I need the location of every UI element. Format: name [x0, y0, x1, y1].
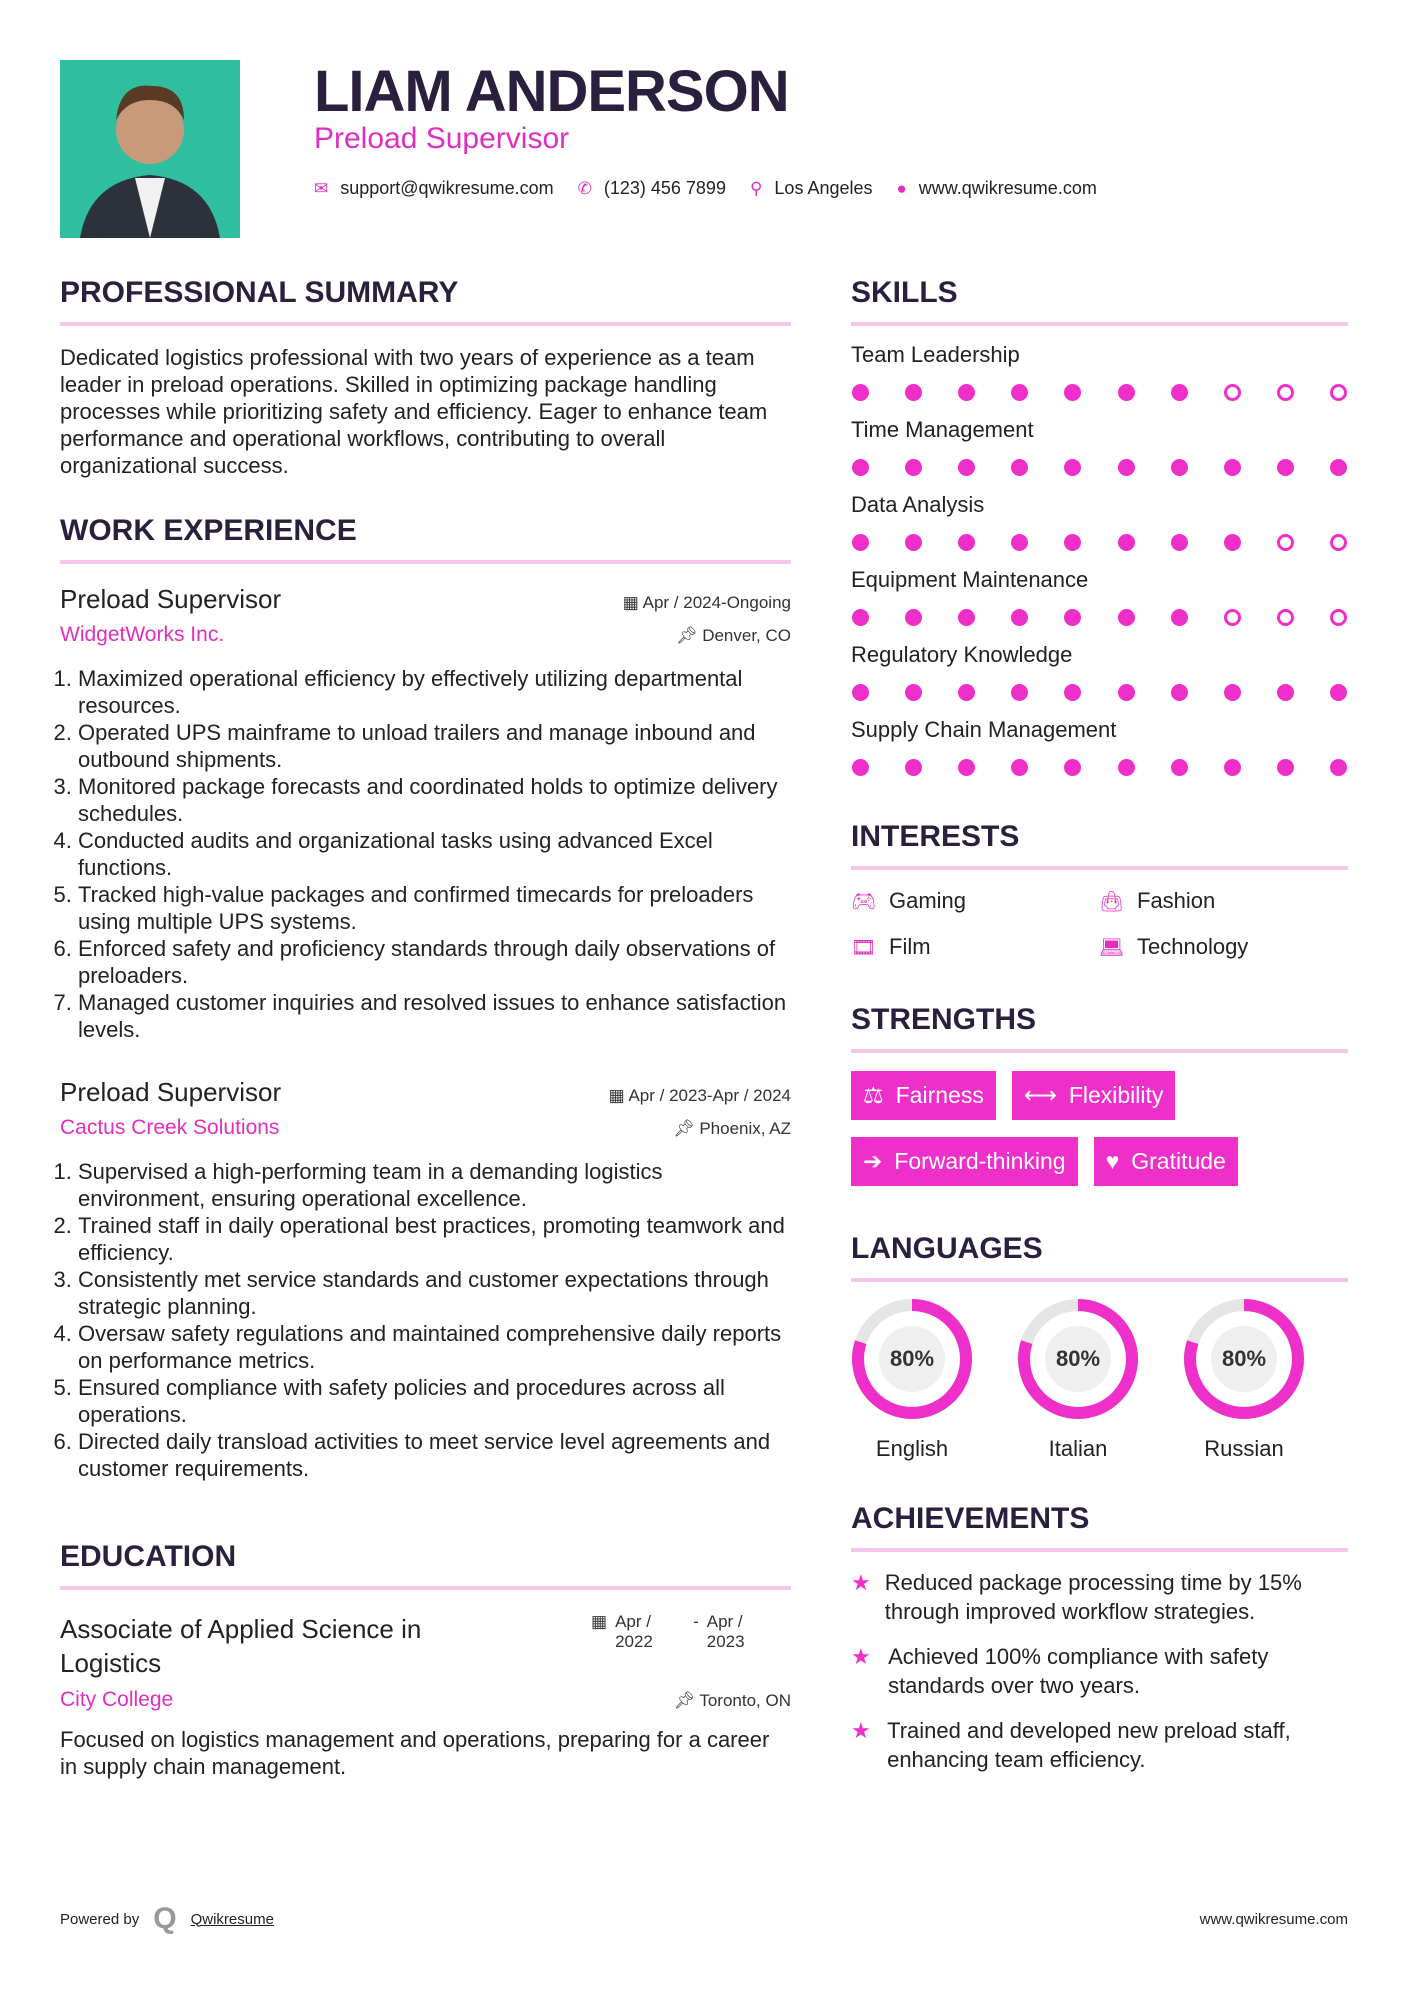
interest-label: Film: [889, 934, 931, 959]
job-entry: [60, 1077, 791, 1482]
skill-rating: [851, 609, 1348, 626]
job-location: Phoenix, AZ: [699, 1119, 791, 1138]
location: Los Angeles: [774, 178, 873, 198]
language-percent: 80%: [889, 1346, 935, 1371]
section-heading: INTERESTS: [851, 820, 1348, 870]
rating-dot: [1224, 534, 1241, 551]
skill-name: Data Analysis: [851, 492, 985, 517]
film-icon: 🎞︎: [851, 936, 877, 959]
scale-icon: ⚖: [863, 1082, 884, 1108]
star-icon: ★: [851, 1644, 871, 1669]
rating-dot: [1064, 459, 1081, 476]
skill-name: Supply Chain Management: [851, 717, 1117, 742]
education-section: EDUCATION Associate of Applied Science in Logistics ▦ Apr / 2022 - Apr / 2023 City College 📌︎ Toronto, ON Focused on logistics management and operations, preparing for a career in supply chain management.: [60, 1540, 791, 1779]
phone-icon: ✆: [577, 178, 592, 198]
job-dates: Apr / 2024-Ongoing: [642, 593, 791, 612]
rating-dot: [1064, 759, 1081, 776]
rating-dot: [1330, 759, 1347, 776]
bullet: 4. Oversaw safety regulations and maintained comprehensive daily reports on performance metrics.: [78, 1320, 791, 1374]
rating-dot: [852, 684, 869, 701]
shopping-bag-icon: 👜︎: [1099, 890, 1125, 913]
phone: (123) 456 7899: [603, 178, 726, 198]
rating-dot: [1011, 534, 1028, 551]
strength-label: Fairness: [895, 1082, 984, 1108]
strength-label: Flexibility: [1068, 1082, 1164, 1108]
summary-text: Dedicated logistics professional with two years of experience as a team leader in preload operations. Skilled in optimizing package handling processes while prioritizing safety and efficiency. Eager to enhance team performance and operational workflows, contributing to overall organizational success.: [60, 345, 768, 478]
skills-section: [851, 276, 1348, 776]
website[interactable]: www.qwikresume.com: [918, 178, 1097, 198]
interest-item: [851, 934, 1099, 960]
degree: Associate of Applied Science in Logistics: [60, 1614, 422, 1678]
skill-name: Time Management: [851, 417, 1034, 442]
job-location: Denver, CO: [702, 626, 791, 645]
pin-icon: 📌︎: [675, 626, 703, 645]
rating-dot: [1330, 534, 1347, 551]
bullet: 2. Operated UPS mainframe to unload trailers and manage inbound and outbound shipments.: [78, 719, 791, 773]
section-heading: SKILLS: [851, 276, 1348, 326]
rating-dot: [852, 384, 869, 401]
section-heading: LANGUAGES: [851, 1232, 1348, 1282]
rating-dot: [1277, 684, 1294, 701]
rating-dot: [1171, 609, 1188, 626]
candidate-title: Preload Supervisor: [314, 122, 570, 155]
rating-dot: [852, 459, 869, 476]
rating-dot: [1171, 384, 1188, 401]
job-title: Preload Supervisor: [60, 1077, 282, 1107]
achievement-item: [851, 1642, 1348, 1700]
summary-section: [60, 276, 791, 479]
rating-dot: [958, 609, 975, 626]
school: City College: [60, 1688, 174, 1711]
rating-dot: [1277, 759, 1294, 776]
rating-dot: [1330, 684, 1347, 701]
rating-dot: [1171, 759, 1188, 776]
rating-dot: [1011, 684, 1028, 701]
rating-dot: [1277, 609, 1294, 626]
company: WidgetWorks Inc.: [60, 623, 225, 646]
rating-dot: [852, 534, 869, 551]
rating-dot: [1118, 459, 1135, 476]
rating-dot: [905, 459, 922, 476]
rating-dot: [1118, 759, 1135, 776]
skill-name: Regulatory Knowledge: [851, 642, 1073, 667]
language-percent: 80%: [1221, 1346, 1267, 1371]
rating-dot: [1011, 609, 1028, 626]
edu-description: Focused on logistics management and operations, preparing for a career in supply chain management.: [60, 1727, 770, 1779]
languages-section: [851, 1232, 1348, 1462]
strength-chip: [1012, 1071, 1176, 1120]
envelope-icon: ✉: [314, 178, 329, 198]
strengths-section: [851, 1003, 1348, 1186]
rating-dot: [1171, 459, 1188, 476]
calendar-icon: ▦: [591, 1612, 608, 1631]
rating-dot: [1330, 459, 1347, 476]
rating-dot: [1118, 609, 1135, 626]
rating-dot: [1224, 384, 1241, 401]
bullet: 1. Supervised a high-performing team in a demanding logistics environment, ensuring operational excellence.: [78, 1158, 791, 1212]
section-heading: PROFESSIONAL SUMMARY: [60, 276, 791, 326]
job-title: Preload Supervisor: [60, 584, 282, 614]
skill-rating: [851, 534, 1348, 551]
rating-dot: [1118, 684, 1135, 701]
interest-item: [1099, 934, 1347, 960]
language-item: [1183, 1298, 1305, 1462]
rating-dot: [1224, 459, 1241, 476]
language-name: English: [875, 1436, 949, 1461]
rating-dot: [905, 684, 922, 701]
company: Cactus Creek Solutions: [60, 1116, 280, 1139]
language-name: Italian: [1048, 1436, 1108, 1461]
bullet: 6. Directed daily transload activities to meet service level agreements and customer requirements.: [78, 1428, 791, 1482]
rating-dot: [905, 609, 922, 626]
bullet: 2. Trained staff in daily operational best practices, promoting teamwork and efficiency.: [78, 1212, 791, 1266]
job-entry: [60, 584, 791, 1043]
bullet: 3. Consistently met service standards and customer expectations through strategic planning.: [78, 1266, 791, 1320]
language-name: Russian: [1204, 1436, 1284, 1461]
gamepad-icon: 🎮︎: [851, 890, 877, 913]
rating-dot: [1064, 384, 1081, 401]
achievement-text: Reduced package processing time by 15% through improved workflow strategies.: [884, 1570, 1302, 1624]
arrow-right-icon: ➔: [863, 1148, 883, 1174]
interest-label: Technology: [1137, 934, 1249, 959]
section-heading: WORK EXPERIENCE: [60, 514, 791, 564]
skill-rating: [851, 759, 1348, 776]
email[interactable]: support@qwikresume.com: [340, 178, 554, 198]
interest-label: Gaming: [889, 888, 967, 913]
bullet: 3. Monitored package forecasts and coordinated holds to optimize delivery schedules.: [78, 773, 791, 827]
rating-dot: [958, 459, 975, 476]
strength-chip: [1094, 1137, 1238, 1186]
rating-dot: [1224, 759, 1241, 776]
rating-dot: [852, 759, 869, 776]
skill-rating: [851, 459, 1348, 476]
rating-dot: [1064, 534, 1081, 551]
experience-section: [60, 514, 791, 1482]
bullet: 1. Maximized operational efficiency by effectively utilizing departmental resources.: [78, 665, 791, 719]
achievement-item: [851, 1568, 1348, 1626]
skill-item: [851, 642, 1348, 701]
footer-site[interactable]: www.qwikresume.com: [1199, 1910, 1348, 1928]
map-pin-icon: ⚲: [749, 178, 763, 198]
rating-dot: [1277, 384, 1294, 401]
rating-dot: [1011, 384, 1028, 401]
rating-dot: [1330, 609, 1347, 626]
rating-dot: [958, 759, 975, 776]
achievement-item: [851, 1716, 1348, 1774]
interest-item: [851, 888, 1099, 914]
language-donut: [1017, 1298, 1139, 1420]
bullet: 7. Managed customer inquiries and resolved issues to enhance satisfaction levels.: [78, 989, 791, 1043]
skill-rating: [851, 684, 1348, 701]
rating-dot: [905, 534, 922, 551]
skill-name: Equipment Maintenance: [851, 567, 1089, 592]
rating-dot: [1277, 459, 1294, 476]
strength-label: Forward-thinking: [894, 1148, 1066, 1174]
rating-dot: [958, 534, 975, 551]
calendar-icon: ▦: [622, 593, 643, 612]
language-item: [1017, 1298, 1139, 1462]
section-heading: ACHIEVEMENTS: [851, 1502, 1348, 1552]
rating-dot: [1118, 534, 1135, 551]
rating-dot: [1224, 609, 1241, 626]
job-dates: Apr / 2023-Apr / 2024: [628, 1086, 791, 1105]
rating-dot: [1118, 384, 1135, 401]
arrows-h-icon: ⟷: [1023, 1082, 1057, 1108]
footer: [60, 1902, 1348, 1936]
edu-location: Toronto, ON: [699, 1691, 791, 1710]
bullet: 6. Enforced safety and proficiency standards through daily observations of preloaders.: [78, 935, 791, 989]
rating-dot: [1330, 384, 1347, 401]
rating-dot: [1064, 609, 1081, 626]
star-icon: ★: [851, 1570, 871, 1595]
achievement-text: Achieved 100% compliance with safety standards over two years.: [888, 1644, 1269, 1698]
qwikresume-logo-icon: Q: [153, 1902, 177, 1935]
rating-dot: [852, 609, 869, 626]
contact-row: [314, 178, 1097, 199]
skill-rating: [851, 384, 1348, 401]
candidate-name: LIAM ANDERSON: [314, 59, 789, 124]
pin-icon: 📌︎: [673, 1119, 700, 1138]
bullet: 5. Ensured compliance with safety policies and procedures across all operations.: [78, 1374, 791, 1428]
skill-item: [851, 717, 1348, 776]
strength-chip: [851, 1071, 996, 1120]
achievement-text: Trained and developed new preload staff, enhancing team efficiency.: [887, 1718, 1291, 1772]
achievements-section: [851, 1502, 1348, 1774]
rating-dot: [1064, 684, 1081, 701]
rating-dot: [958, 384, 975, 401]
rating-dot: [1171, 534, 1188, 551]
star-icon: ★: [851, 1718, 871, 1743]
strength-label: Gratitude: [1131, 1148, 1226, 1174]
bullet: 4. Conducted audits and organizational tasks using advanced Excel functions.: [78, 827, 791, 881]
skill-item: [851, 342, 1348, 401]
interests-section: [851, 820, 1348, 960]
powered-by: Powered by: [60, 1910, 140, 1928]
section-heading: STRENGTHS: [851, 1003, 1348, 1053]
job-bullets: [60, 665, 791, 1043]
rating-dot: [958, 684, 975, 701]
rating-dot: [905, 384, 922, 401]
laptop-icon: 💻︎: [1099, 936, 1125, 959]
language-item: [851, 1298, 973, 1462]
job-bullets: [60, 1158, 791, 1482]
rating-dot: [1171, 684, 1188, 701]
skill-name: Team Leadership: [851, 342, 1020, 367]
skill-item: [851, 417, 1348, 476]
strength-chip: [851, 1137, 1078, 1186]
language-percent: 80%: [1055, 1346, 1101, 1371]
rating-dot: [1224, 684, 1241, 701]
rating-dot: [1277, 534, 1294, 551]
skill-item: [851, 492, 1348, 551]
language-donut: [851, 1298, 973, 1420]
pin-icon: 📌︎: [673, 1691, 700, 1710]
skill-item: [851, 567, 1348, 626]
profile-photo: [60, 60, 240, 238]
interest-label: Fashion: [1137, 888, 1216, 913]
rating-dot: [905, 759, 922, 776]
rating-dot: [1011, 759, 1028, 776]
heart-icon: ♥: [1105, 1148, 1120, 1174]
globe-icon: ●: [896, 178, 907, 198]
calendar-icon: ▦: [608, 1086, 629, 1105]
bullet: 5. Tracked high-value packages and confirmed timecards for preloaders using multiple UPS systems.: [78, 881, 791, 935]
interest-item: [1099, 888, 1347, 914]
language-donut: [1183, 1298, 1305, 1420]
brand-link[interactable]: Qwikresume: [190, 1910, 274, 1928]
rating-dot: [1011, 459, 1028, 476]
section-heading: EDUCATION: [60, 1540, 791, 1590]
edu-start: Apr / 2022: [615, 1612, 653, 1651]
edu-end: Apr / 2023: [706, 1612, 745, 1651]
